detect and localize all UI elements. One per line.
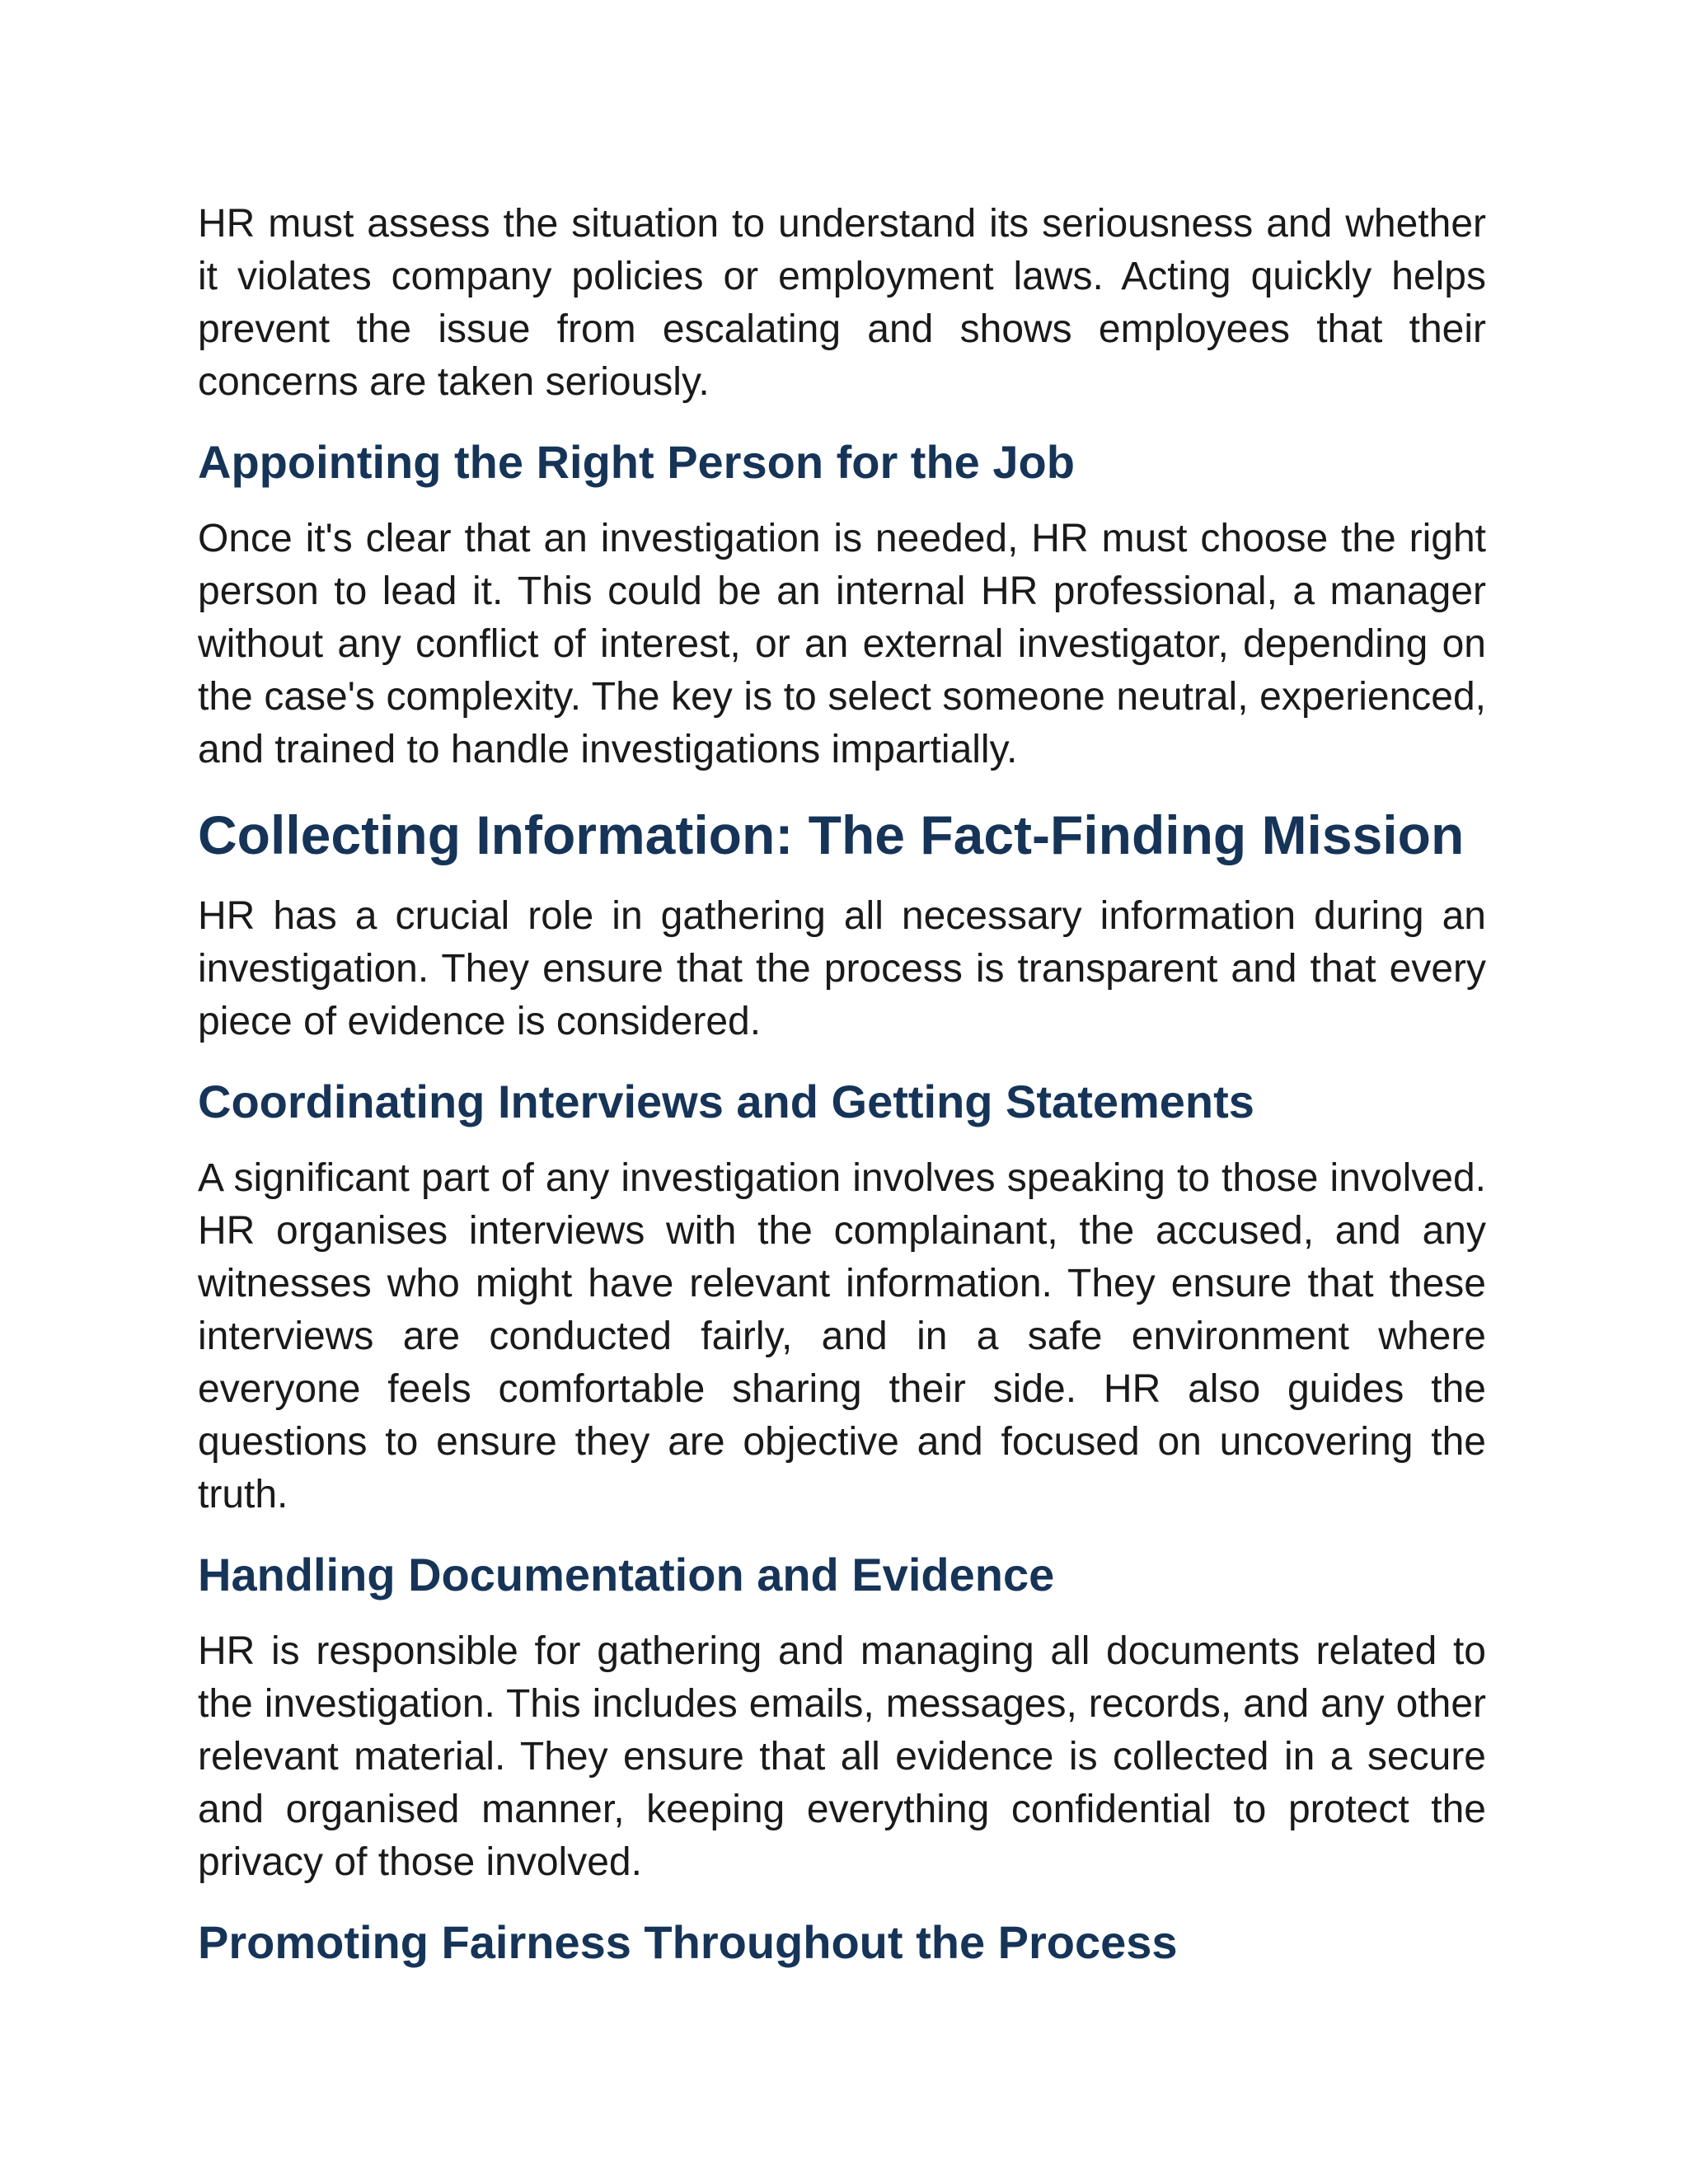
paragraph-appointing: Once it's clear that an investigation is needed, HR must choose the right person to lead it. This could be an internal HR professional, a manager without any conflict of interest, or an external investigator, depending on the case's complexity. The key is to select someone neutral, experienced, and trained to handle investigations impartially. [198,517,1486,771]
heading-coordinating: Coordinating Interviews and Getting Statements [198,1076,1254,1127]
heading-promoting: Promoting Fairness Throughout the Process [198,1916,1178,1968]
paragraph-coordinating: A significant part of any investigation involves speaking to those involved. HR organises interviews with the complainant, the accused, and any witnesses who might have relevant information. They ensure that these interviews are conducted fairly, and in a safe environment where everyone feels comfortable sharing their side. HR also guides the questions to ensure they are objective and focused on uncovering the truth. [198,1156,1486,1516]
heading-appointing: Appointing the Right Person for the Job [198,436,1075,488]
heading-handling: Handling Documentation and Evidence [198,1549,1055,1601]
heading-collecting: Collecting Information: The Fact-Finding Mission [198,804,1465,865]
paragraph-handling: HR is responsible for gathering and managing all documents related to the investigation. This includes emails, messages, records, and any other relevant material. They ensure that all evidence is collected in a secure and organised manner, keeping everything confidential to protect the privacy of those involved. [198,1629,1486,1884]
document-content [198,198,1486,1993]
paragraph-collecting: HR has a crucial role in gathering all necessary information during an investigation. They ensure that the process is transparent and that every piece of evidence is considered. [198,894,1486,1043]
intro-paragraph: HR must assess the situation to understand its seriousness and whether it violates company policies or employment laws. Acting quickly helps prevent the issue from escalating and shows employees that their concerns are taken seriously. [198,202,1486,404]
